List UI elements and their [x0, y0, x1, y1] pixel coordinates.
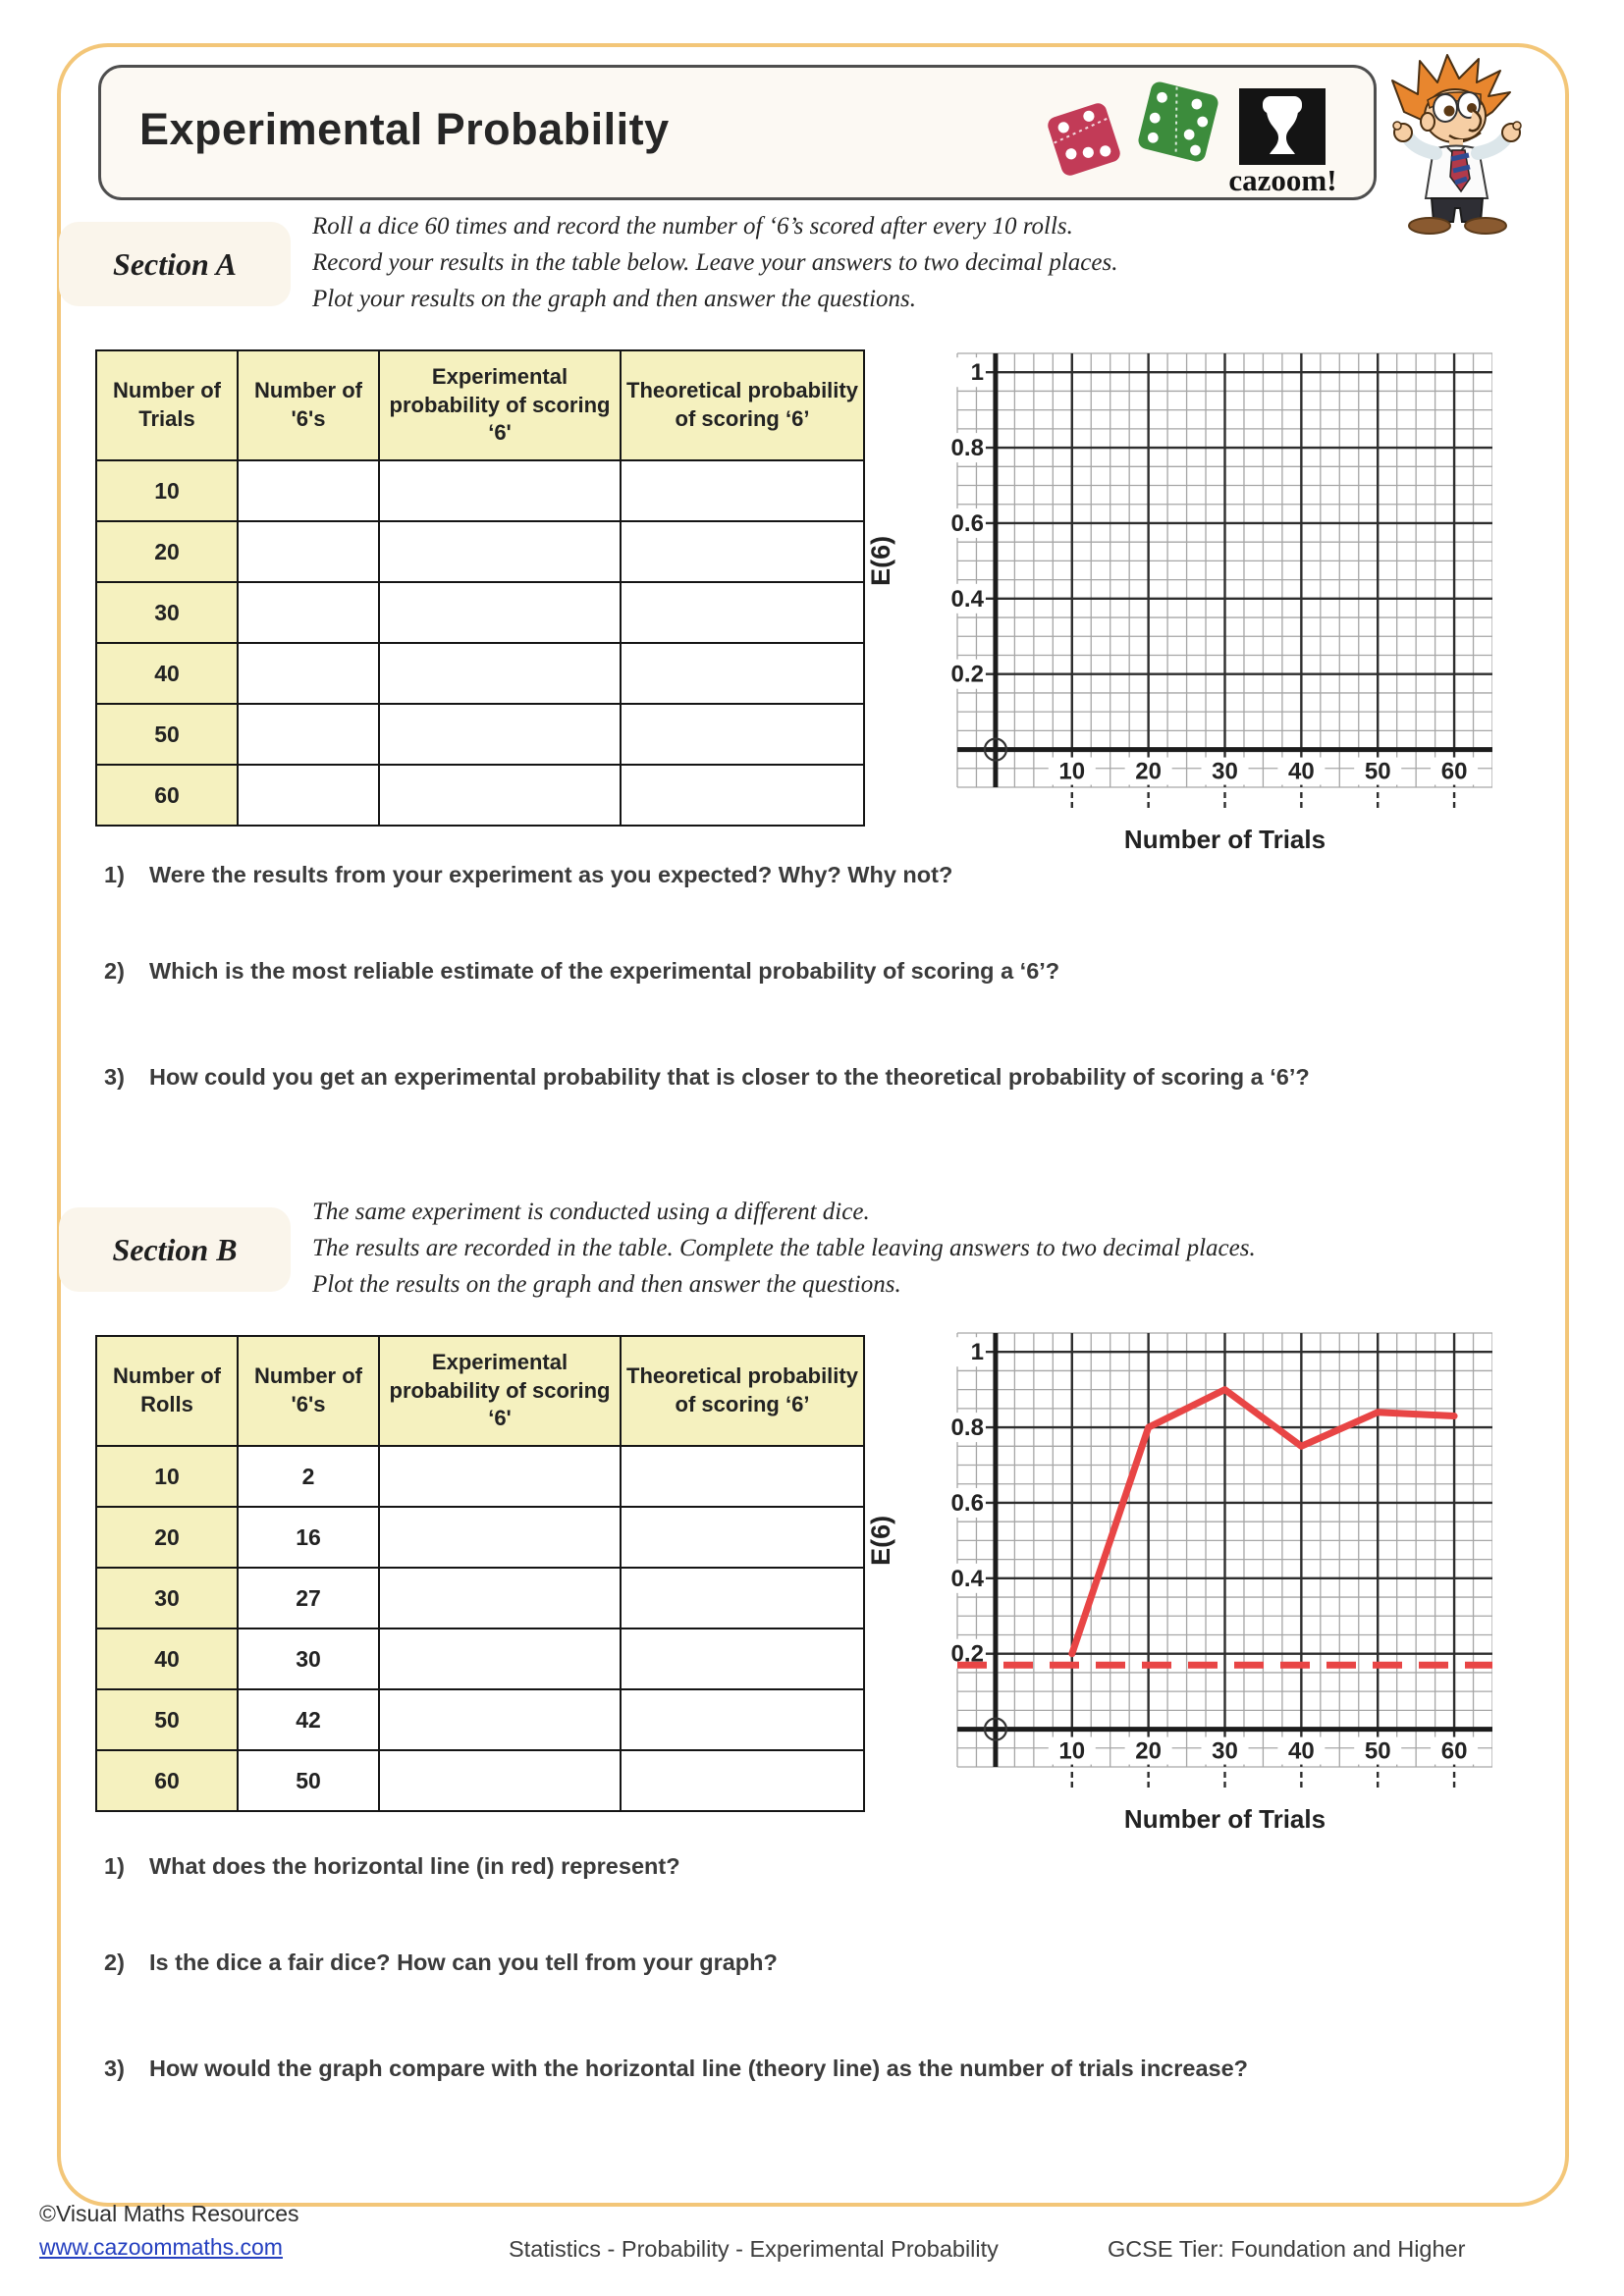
answer-cell-empty — [621, 765, 864, 826]
red-die-icon — [1046, 101, 1122, 178]
svg-text:30: 30 — [1212, 758, 1238, 785]
section-b-label: Section B — [59, 1207, 291, 1292]
svg-text:0.6: 0.6 — [950, 1489, 984, 1517]
svg-text:40: 40 — [1288, 1737, 1315, 1765]
section-a-instructions — [312, 208, 1412, 317]
svg-text:0.8: 0.8 — [950, 1415, 984, 1442]
answer-cell-empty — [621, 1629, 864, 1689]
section-a-label: Section A — [59, 222, 291, 306]
answer-cell-empty — [238, 582, 379, 643]
svg-text:0.8: 0.8 — [950, 435, 984, 462]
question-number: 2) — [104, 958, 125, 984]
question-number: 1) — [104, 1853, 125, 1879]
question-text: How could you get an experimental probability that is closer to the theoretical probability of scoring a ‘6’? — [149, 1064, 1310, 1090]
question-item — [104, 1853, 1538, 1880]
djembe-drum-icon — [1255, 94, 1310, 159]
answer-cell-empty — [379, 1689, 621, 1750]
probability-graph-blank — [864, 340, 1492, 889]
answer-cell-empty — [621, 643, 864, 704]
table-header-cell: Experimental probability of scoring ‘6' — [379, 350, 621, 460]
svg-text:50: 50 — [1364, 1737, 1391, 1765]
cazoom-logo-text: cazoom! — [1228, 163, 1337, 197]
svg-text:10: 10 — [1058, 1737, 1086, 1765]
row-label-cell: 10 — [96, 460, 238, 521]
answer-cell-empty — [621, 521, 864, 582]
row-label-cell: 60 — [96, 765, 238, 826]
question-text: Were the results from your experiment as you expected? Why? Why not? — [149, 862, 953, 887]
question-text: Which is the most reliable estimate of the experimental probability of scoring a ‘6’? — [149, 958, 1060, 984]
footer-tier: GCSE Tier: Foundation and Higher — [1108, 2236, 1466, 2262]
footer-topic: Statistics - Probability - Experimental Probability — [509, 2236, 999, 2262]
table-row — [96, 1689, 864, 1750]
svg-text:0.2: 0.2 — [950, 1640, 984, 1668]
instruction-line: Record your results in the table below. Leave your answers to two decimal places. — [312, 249, 1118, 276]
row-label-cell: 20 — [96, 1507, 238, 1568]
answer-cell-empty — [621, 704, 864, 765]
answer-cell-empty — [379, 1568, 621, 1629]
table-row — [96, 1446, 864, 1507]
green-die-icon — [1137, 80, 1220, 164]
table-header-cell: Number of Rolls — [96, 1336, 238, 1446]
answer-cell-empty — [379, 1507, 621, 1568]
answer-cell-empty — [379, 1446, 621, 1507]
footer-website-link[interactable]: www.cazoommaths.com — [39, 2234, 283, 2260]
table-row — [96, 1629, 864, 1689]
question-item — [104, 2056, 1538, 2082]
row-label-cell: 30 — [96, 582, 238, 643]
table-header-cell: Experimental probability of scoring ‘6' — [379, 1336, 621, 1446]
svg-text:0.2: 0.2 — [950, 661, 984, 688]
row-label-cell: 50 — [96, 1689, 238, 1750]
results-table-a — [95, 349, 865, 827]
value-cell: 2 — [238, 1446, 379, 1507]
answer-cell-empty — [238, 704, 379, 765]
question-item — [104, 1064, 1538, 1091]
svg-text:60: 60 — [1440, 758, 1468, 785]
answer-cell-empty — [621, 582, 864, 643]
question-number: 2) — [104, 1949, 125, 1975]
row-label-cell: 20 — [96, 521, 238, 582]
answer-cell-empty — [238, 765, 379, 826]
svg-text:20: 20 — [1135, 1737, 1162, 1765]
answer-cell-empty — [379, 521, 621, 582]
question-number: 3) — [104, 1064, 125, 1090]
table-header-cell: Number of Trials — [96, 350, 238, 460]
svg-text:50: 50 — [1364, 758, 1391, 785]
footer-copyright: ©Visual Maths Resources — [39, 2201, 299, 2226]
table-header-cell: Theoretical probability of scoring ‘6’ — [621, 350, 864, 460]
svg-text:Number of Trials: Number of Trials — [1123, 1804, 1326, 1834]
svg-text:30: 30 — [1212, 1737, 1238, 1765]
answer-cell-empty — [379, 1750, 621, 1811]
svg-text:0.6: 0.6 — [950, 509, 984, 537]
row-label-cell: 40 — [96, 1629, 238, 1689]
question-text: How would the graph compare with the horizontal line (theory line) as the number of trials increase? — [149, 2056, 1249, 2081]
answer-cell-empty — [379, 1629, 621, 1689]
instruction-line: Roll a dice 60 times and record the number of ‘6’s scored after every 10 rolls. — [312, 213, 1073, 240]
table-row — [96, 1568, 864, 1629]
answer-cell-empty — [379, 582, 621, 643]
table-row — [96, 765, 864, 826]
answer-cell-empty — [621, 1446, 864, 1507]
table-header-cell: Theoretical probability of scoring ‘6’ — [621, 1336, 864, 1446]
svg-text:10: 10 — [1058, 758, 1086, 785]
table-header-cell: Number of '6's — [238, 350, 379, 460]
row-label-cell: 10 — [96, 1446, 238, 1507]
svg-text:E(6): E(6) — [866, 1515, 895, 1566]
cazoom-logo — [1239, 88, 1326, 165]
results-table-b — [95, 1335, 865, 1812]
svg-text:40: 40 — [1288, 758, 1315, 785]
svg-text:1: 1 — [970, 1339, 984, 1366]
table-row — [96, 460, 864, 521]
question-item — [104, 1949, 1538, 1976]
svg-text:1: 1 — [970, 359, 984, 387]
svg-text:Number of Trials: Number of Trials — [1123, 825, 1326, 854]
answer-cell-empty — [621, 1689, 864, 1750]
answer-cell-empty — [621, 1568, 864, 1629]
table-header-cell: Number of '6's — [238, 1336, 379, 1446]
value-cell: 50 — [238, 1750, 379, 1811]
table-row — [96, 1750, 864, 1811]
question-number: 3) — [104, 2056, 125, 2081]
probability-graph-results — [864, 1319, 1492, 1869]
answer-cell-empty — [379, 460, 621, 521]
svg-text:20: 20 — [1135, 758, 1162, 785]
question-text: What does the horizontal line (in red) represent? — [149, 1853, 680, 1879]
row-label-cell: 30 — [96, 1568, 238, 1629]
instruction-line: The results are recorded in the table. Complete the table leaving answers to two decimal places. — [312, 1235, 1256, 1261]
instruction-line: Plot your results on the graph and then answer the questions. — [312, 286, 917, 312]
answer-cell-empty — [379, 643, 621, 704]
svg-text:0.4: 0.4 — [950, 1565, 984, 1592]
svg-text:E(6): E(6) — [866, 535, 895, 586]
question-number: 1) — [104, 862, 125, 887]
row-label-cell: 60 — [96, 1750, 238, 1811]
section-b-instructions — [312, 1194, 1412, 1303]
value-cell: 16 — [238, 1507, 379, 1568]
answer-cell-empty — [379, 765, 621, 826]
answer-cell-empty — [621, 460, 864, 521]
answer-cell-empty — [238, 521, 379, 582]
page-title: Experimental Probability — [139, 104, 670, 154]
answer-cell-empty — [621, 1750, 864, 1811]
question-item — [104, 958, 1538, 985]
table-row — [96, 643, 864, 704]
answer-cell-empty — [238, 460, 379, 521]
table-row — [96, 521, 864, 582]
question-text: Is the dice a fair dice? How can you tell from your graph? — [149, 1949, 778, 1975]
value-cell: 42 — [238, 1689, 379, 1750]
table-row — [96, 582, 864, 643]
table-row — [96, 1507, 864, 1568]
value-cell: 27 — [238, 1568, 379, 1629]
question-item — [104, 862, 1538, 888]
answer-cell-empty — [621, 1507, 864, 1568]
answer-cell-empty — [379, 704, 621, 765]
table-row — [96, 704, 864, 765]
instruction-line: Plot the results on the graph and then answer the questions. — [312, 1271, 901, 1298]
svg-text:60: 60 — [1440, 1737, 1468, 1765]
value-cell: 30 — [238, 1629, 379, 1689]
row-label-cell: 40 — [96, 643, 238, 704]
svg-text:0.4: 0.4 — [950, 585, 984, 613]
answer-cell-empty — [238, 643, 379, 704]
row-label-cell: 50 — [96, 704, 238, 765]
instruction-line: The same experiment is conducted using a different dice. — [312, 1199, 870, 1225]
